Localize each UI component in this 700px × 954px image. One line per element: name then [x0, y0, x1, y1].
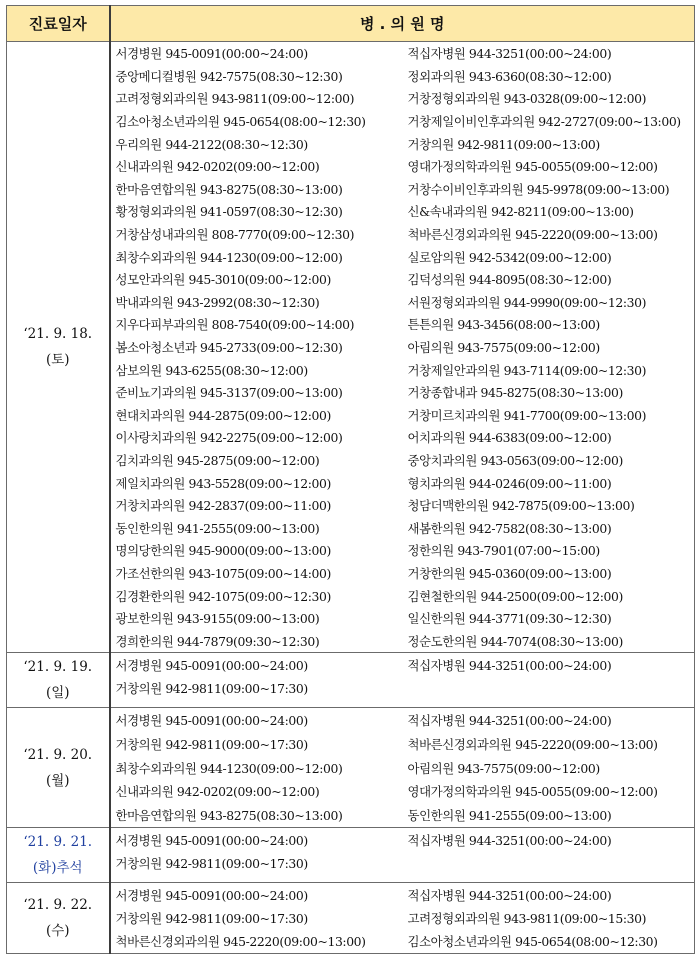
clinic-entry-left: 거창삼성내과의원 808-7770(09:00~12:30): [115, 227, 355, 243]
clinic-entry-left: 최창수외과의원 944-1230(09:00~12:00): [115, 249, 343, 265]
clinic-row: [111, 404, 695, 427]
clinic-row: [111, 313, 695, 336]
weekday-label: (토): [45, 352, 70, 369]
clinic-entry-left: 한마음연합의원 943-8275(08:30~13:00): [115, 181, 343, 197]
clinic-entry-left: 한마음연합의원 943-8275(08:30~13:00): [115, 808, 343, 824]
clinic-list-cell: [110, 653, 695, 708]
weekday-label: (일): [45, 685, 70, 702]
clinic-row: [111, 732, 695, 756]
date-label: ‘21. 9. 21.: [23, 834, 93, 851]
clinic-row: [111, 132, 695, 155]
clinic-entry-right: 일신한의원 944-3771(09:30~12:30): [407, 611, 612, 627]
clinic-row: [111, 449, 695, 472]
clinic-row: [111, 223, 695, 246]
clinic-row: [111, 336, 695, 359]
clinic-row: [111, 539, 695, 562]
clinic-entry-left: 우리의원 944-2122(08:30~12:30): [115, 136, 308, 152]
holiday-clinic-table: [6, 5, 695, 954]
date-cell: [7, 883, 110, 954]
clinic-entry-right: 거창미르치과의원 941-7700(09:00~13:00): [407, 407, 647, 423]
clinic-entry-right: 김소아청소년과의원 945-0654(08:00~12:30): [407, 934, 658, 950]
clinic-entry-right: 적십자병원 944-3251(00:00~24:00): [407, 46, 612, 62]
clinic-row: [111, 906, 695, 929]
clinic-row: [111, 471, 695, 494]
holiday-clinic-table-wrapper: [6, 5, 694, 954]
clinic-entry-left: 신내과의원 942-0202(09:00~12:00): [115, 784, 320, 800]
clinic-entry-right: 형치과의원 944-0246(09:00~11:00): [407, 475, 612, 491]
clinic-row: [111, 268, 695, 291]
clinic-entry-right: 영대가정의학과의원 945-0055(09:00~12:00): [407, 159, 658, 175]
clinic-row: [111, 653, 695, 676]
clinic-entry-right: 거창정형외과의원 943-0328(09:00~12:00): [407, 91, 647, 107]
clinic-entry-left: 서경병원 945-0091(00:00~24:00): [115, 657, 308, 673]
clinic-row: [111, 87, 695, 110]
table-header-row: [7, 6, 695, 42]
clinic-entry-right: 동인한의원 941-2555(09:00~13:00): [407, 808, 612, 824]
clinic-entry-left: 서경병원 945-0091(00:00~24:00): [115, 712, 308, 728]
date-label: ‘21. 9. 19.: [23, 659, 93, 676]
clinic-row: [111, 756, 695, 780]
clinic-entry-left: 황정형외과의원 941-0597(08:30~12:30): [115, 204, 343, 220]
clinic-entry-left: 김소아청소년과의원 945-0654(08:00~12:30): [115, 114, 366, 130]
clinic-row: [111, 852, 695, 876]
clinic-row: [111, 803, 695, 827]
clinic-entry-right: 아림의원 943-7575(09:00~12:00): [407, 340, 600, 356]
date-label: ‘21. 9. 18.: [23, 326, 93, 343]
clinic-entry-left: 고려정형외과의원 943-9811(09:00~12:00): [115, 91, 355, 107]
clinic-entry-left: 최창수외과의원 944-1230(09:00~12:00): [115, 760, 343, 776]
clinic-entry-left: 중앙메디컬병원 942-7575(08:30~12:30): [115, 68, 343, 84]
clinic-row: [111, 426, 695, 449]
clinic-row: [111, 494, 695, 517]
clinic-entry-right: 정외과의원 943-6360(08:30~12:00): [407, 68, 612, 84]
date-cell: [7, 42, 110, 653]
clinic-entry-right: 실로암의원 942-5342(09:00~12:00): [407, 249, 612, 265]
clinic-row: [111, 779, 695, 803]
clinic-entry-left: 거창의원 942-9811(09:00~17:30): [115, 736, 308, 752]
clinic-entry-right: 거창수이비인후과의원 945-9978(09:00~13:00): [407, 181, 670, 197]
clinic-row: [111, 828, 695, 852]
clinic-entry-right: 적십자병원 944-3251(00:00~24:00): [407, 832, 612, 848]
clinic-entry-right: 거창한의원 945-0360(09:00~13:00): [407, 565, 612, 581]
clinic-entry-right: 서원정형외과의원 944-9990(09:00~12:30): [407, 294, 647, 310]
date-label: ‘21. 9. 20.: [23, 746, 93, 763]
clinic-entry-right: 튼튼의원 943-3456(08:00~13:00): [407, 317, 600, 333]
clinic-entry-right: 정순도한의원 944-7074(08:30~13:00): [407, 633, 623, 649]
clinic-row: [111, 155, 695, 178]
clinic-entry-right: 새봄한의원 942-7582(08:30~13:00): [407, 520, 612, 536]
clinic-entry-left: 박내과의원 943-2992(08:30~12:30): [115, 294, 320, 310]
clinic-row: [111, 607, 695, 630]
date-cell: [7, 708, 110, 828]
clinic-entry-left: 가조선한의원 943-1075(09:00~14:00): [115, 565, 331, 581]
clinic-row: [111, 883, 695, 906]
clinic-row: [111, 562, 695, 585]
date-cell: [7, 653, 110, 708]
clinic-list-cell: [110, 828, 695, 883]
clinic-row: [111, 930, 695, 953]
clinic-entry-right: 영대가정의학과의원 945-0055(09:00~12:00): [407, 784, 658, 800]
weekday-label: (월): [45, 772, 70, 789]
clinic-entry-right: 거창종합내과 945-8275(08:30~13:00): [407, 385, 623, 401]
clinic-entry-left: 거창치과의원 942-2837(09:00~11:00): [115, 498, 331, 514]
clinic-entry-left: 성모안과의원 945-3010(09:00~12:00): [115, 272, 331, 288]
clinic-entry-right: 청담더맥한의원 942-7875(09:00~13:00): [407, 498, 635, 514]
clinic-entry-right: 중앙치과의원 943-0563(09:00~12:00): [407, 452, 623, 468]
clinic-entry-right: 척바른신경외과의원 945-2220(09:00~13:00): [407, 736, 658, 752]
clinic-entry-left: 서경병원 945-0091(00:00~24:00): [115, 46, 308, 62]
clinic-row: [111, 708, 695, 732]
clinic-column-header: 병 . 의 원 명: [110, 6, 695, 42]
clinic-entry-left: 동인한의원 941-2555(09:00~13:00): [115, 520, 320, 536]
clinic-entry-left: 명의당한의원 945-9000(09:00~13:00): [115, 543, 331, 559]
clinic-entry-left: 거창의원 942-9811(09:00~17:30): [115, 856, 308, 872]
clinic-entry-left: 김치과의원 945-2875(09:00~12:00): [115, 452, 320, 468]
clinic-entry-right: 정한의원 943-7901(07:00~15:00): [407, 543, 600, 559]
clinic-row: [111, 676, 695, 699]
clinic-entry-left: 김경환한의원 942-1075(09:00~12:30): [115, 588, 331, 604]
clinic-entry-right: 김덕성의원 944-8095(08:30~12:00): [407, 272, 612, 288]
clinic-entry-right: 척바른신경외과의원 945-2220(09:00~13:00): [407, 227, 658, 243]
clinic-row: [111, 245, 695, 268]
clinic-entry-right: 적십자병원 944-3251(00:00~24:00): [407, 712, 612, 728]
clinic-entry-right: 신&속내과의원 942-8211(09:00~13:00): [407, 204, 634, 220]
clinic-list-cell: [110, 708, 695, 828]
clinic-entry-left: 지우다피부과의원 808-7540(09:00~14:00): [115, 317, 355, 333]
clinic-entry-right: 아림의원 943-7575(09:00~12:00): [407, 760, 600, 776]
clinic-row: [111, 358, 695, 381]
clinic-entry-left: 삼보의원 943-6255(08:30~12:00): [115, 362, 308, 378]
clinic-entry-left: 준비뇨기과의원 945-3137(09:00~13:00): [115, 385, 343, 401]
clinic-row: [111, 516, 695, 539]
clinic-entry-right: 김현철한의원 944-2500(09:00~12:00): [407, 588, 623, 604]
clinic-entry-left: 거창의원 942-9811(09:00~17:30): [115, 680, 308, 696]
clinic-list-cell: [110, 42, 695, 653]
clinic-entry-left: 경희한의원 944-7879(09:30~12:30): [115, 633, 320, 649]
clinic-row: [111, 178, 695, 201]
clinic-row: [111, 629, 695, 652]
clinic-row: [111, 42, 695, 65]
clinic-entry-left: 서경병원 945-0091(00:00~24:00): [115, 832, 308, 848]
clinic-row: [111, 65, 695, 88]
date-group-row: [7, 883, 695, 954]
clinic-entry-left: 이사랑치과의원 942-2275(09:00~12:00): [115, 430, 343, 446]
clinic-entry-right: 적십자병원 944-3251(00:00~24:00): [407, 887, 612, 903]
date-group-row: [7, 42, 695, 653]
clinic-row: [111, 110, 695, 133]
date-group-row: [7, 828, 695, 883]
clinic-entry-left: 제일치과의원 943-5528(09:00~12:00): [115, 475, 331, 491]
clinic-entry-left: 봄소아청소년과 945-2733(09:00~12:30): [115, 340, 343, 356]
clinic-entry-right: 거창의원 942-9811(09:00~13:00): [407, 136, 600, 152]
clinic-entry-left: 신내과의원 942-0202(09:00~12:00): [115, 159, 320, 175]
clinic-entry-right: 거창제일안과의원 943-7114(09:00~12:30): [407, 362, 647, 378]
clinic-list-cell: [110, 883, 695, 954]
weekday-label: (화)추석: [32, 860, 83, 877]
clinic-entry-left: 거창의원 942-9811(09:00~17:30): [115, 910, 308, 926]
clinic-entry-left: 척바른신경외과의원 945-2220(09:00~13:00): [115, 934, 366, 950]
clinic-entry-left: 현대치과의원 944-2875(09:00~12:00): [115, 407, 331, 423]
clinic-entry-right: 고려정형외과의원 943-9811(09:00~15:30): [407, 910, 647, 926]
date-cell: [7, 828, 110, 883]
clinic-row: [111, 381, 695, 404]
date-column-header: 진료일자: [7, 6, 110, 42]
date-group-row: [7, 653, 695, 708]
clinic-row: [111, 291, 695, 314]
weekday-label: (수): [45, 922, 70, 939]
clinic-row: [111, 200, 695, 223]
clinic-entry-left: 서경병원 945-0091(00:00~24:00): [115, 887, 308, 903]
clinic-entry-right: 거창제일이비인후과의원 942-2727(09:00~13:00): [407, 114, 681, 130]
clinic-entry-right: 어치과의원 944-6383(09:00~12:00): [407, 430, 612, 446]
date-label: ‘21. 9. 22.: [23, 896, 93, 913]
clinic-entry-left: 광보한의원 943-9155(09:00~13:00): [115, 611, 320, 627]
clinic-row: [111, 584, 695, 607]
date-group-row: [7, 708, 695, 828]
clinic-entry-right: 적십자병원 944-3251(00:00~24:00): [407, 657, 612, 673]
